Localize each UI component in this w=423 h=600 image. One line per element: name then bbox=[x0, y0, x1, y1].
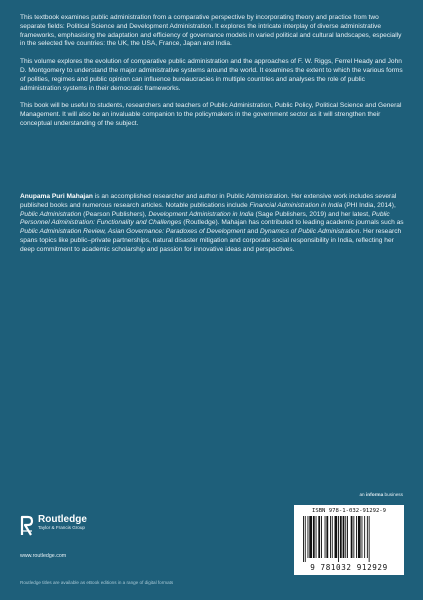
publisher-website: www.routledge.com bbox=[20, 553, 67, 559]
book-title: Financial Administration in India bbox=[249, 201, 343, 209]
bio-text: (PHI India, 2014), bbox=[342, 201, 396, 209]
ebook-note: Routledge titles are available as eBook editions in a range of digital formats bbox=[20, 580, 174, 585]
journal-title: Public Administration Review, Asian Governance: Paradoxes of Development bbox=[20, 228, 246, 236]
barcode-bars-icon bbox=[301, 516, 397, 562]
description-paragraph-1: This textbook examines public administration from a comparative perspective by incorporating theory and practice from two separate fields: Political Science and Development Administration. It explores the intricate interplay of diverse administrative frameworks, emphasising the adaptation and efficiency of governance models in varied political and cultural landscapes, especially in the selected five countries: the UK, the USA, France, Japan and India. bbox=[20, 14, 402, 48]
book-description bbox=[20, 14, 404, 138]
bio-text: (Routledge). Mahajan has contributed to leading academic journals such as bbox=[181, 219, 404, 227]
bio-text: (Sage Publishers, 2019) and her latest, bbox=[253, 210, 372, 218]
informa-brand: informa bbox=[365, 492, 384, 497]
bio-text: . Her research spans topics like public–private partnerships, natural disaster mitigation and corporate social responsibility in India, reflecting her deep commitment to academic scholarship and passion for innovative ideas and perspectives. bbox=[20, 228, 402, 253]
publisher-group: Taylor & Francis Group bbox=[38, 525, 85, 530]
publisher-name: Routledge bbox=[38, 514, 87, 525]
book-title: Development Administration in India bbox=[148, 210, 254, 218]
informa-suffix: business bbox=[383, 492, 403, 497]
journal-title: Dynamics of Public Administration bbox=[259, 228, 360, 236]
book-title: Public Personnel Administration: Functionality and Challenges bbox=[20, 210, 390, 227]
description-paragraph-2: This volume explores the evolution of comparative public administration and the approaches of F. W. Riggs, Ferrel Heady and John D. Montgomery to understand the major administrative systems around the world. It examines the extent to which the various forms of polities, regimes and public opinion can influence bureaucracies in multiple countries and analyses the role of public administration systems in their democratic frameworks. bbox=[20, 58, 403, 92]
publisher-logo bbox=[20, 514, 87, 536]
author-bio bbox=[20, 193, 404, 255]
isbn-barcode bbox=[294, 505, 404, 575]
author-name: Anupama Puri Mahajan bbox=[20, 193, 93, 200]
description-paragraph-3: This book will be useful to students, researchers and teachers of Public Administration, Public Policy, Political Science and General Management. It will also be an invaluable companion to the policymakers in the government sector as it will strengthen their conceptual understanding of the subject. bbox=[20, 102, 402, 127]
bio-text: and bbox=[245, 228, 260, 236]
bio-text: is an accomplished researcher and author in Public Administration. Her extensive work includes several published books and numerous research articles. Notable publications include bbox=[20, 193, 397, 209]
informa-prefix: an bbox=[359, 492, 366, 497]
bio-text: (Pearson Publishers), bbox=[81, 210, 149, 218]
routledge-logo-icon bbox=[20, 514, 34, 536]
isbn-label: ISBN 978-1-032-91292-9 bbox=[311, 508, 387, 514]
informa-business-label bbox=[359, 492, 403, 497]
isbn-digits: 9 781032 912929 bbox=[310, 563, 388, 572]
book-title: Public Administration bbox=[20, 210, 82, 218]
